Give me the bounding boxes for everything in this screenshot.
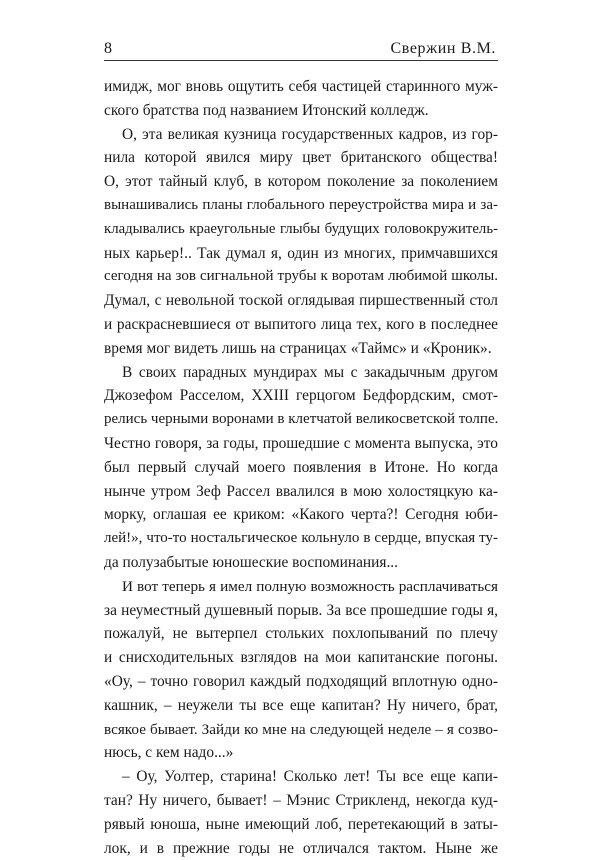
text-line: нила которой явился миру цвет британского общества!	[104, 146, 498, 170]
running-header-author: Свержин В.М.	[390, 40, 496, 58]
text-line: Джозефом Расселом, XXIII герцогом Бедфордским, смот-	[104, 384, 498, 408]
text-line: рявый юноша, ныне имеющий лоб, перетекающий в заты-	[104, 813, 498, 837]
text-line: И вот теперь я имел полную возможность расплачиваться	[104, 575, 498, 599]
text-line: Честно говоря, за годы, прошедшие с момента выпуска, это	[104, 432, 498, 456]
text-line: лей!», что-то ностальгическое кольнуло в сердце, впуская ту-	[104, 527, 498, 551]
body-text	[104, 75, 498, 860]
text-line: всякое бывает. Зайди ко мне на следующей неделе – я созво-	[104, 718, 498, 742]
text-line: вынашивались планы глобального переустройства мира и за-	[104, 194, 498, 218]
text-line: нынче утром Зеф Рассел ввалился в мою холостяцкую ка-	[104, 480, 498, 504]
text-line: и снисходительных взглядов на мои капитанские погоны.	[104, 646, 498, 670]
running-header	[104, 34, 498, 61]
text-line: кашник, – неужели ты все еще капитан? Ну ничего, брат,	[104, 694, 498, 718]
page-number: 8	[104, 40, 112, 58]
text-line: – Оу, Уолтер, старина! Сколько лет! Ты все еще капи-	[104, 765, 498, 789]
text-line: пожалуй, не вытерпел стольких похлопываний по плечу	[104, 622, 498, 646]
text-line: был первый случай моего появления в Итоне. Но когда	[104, 456, 498, 480]
text-line: О, этот тайный клуб, в котором поколение за поколением	[104, 170, 498, 194]
text-line: ных карьер!.. Так думал я, один из многих, примчавшихся	[104, 242, 498, 266]
text-line: тан? Ну ничего, бывает! – Мэнис Стрикленд, некогда куд-	[104, 789, 498, 813]
text-line: О, эта великая кузница государственных кадров, из гор-	[104, 123, 498, 147]
text-line: и раскрасневшиеся от выпитого лица тех, кого в последнее	[104, 313, 498, 337]
text-line: да полузабытые юношеские воспоминания...	[104, 551, 498, 575]
text-line: «Оу, – точно говорил каждый подходящий вплотную одно-	[104, 670, 498, 694]
text-line: за неуместный душевный порыв. За все прошедшие годы я,	[104, 599, 498, 623]
text-line: морку, оглашая ее криком: «Какого черта?! Сегодня юби-	[104, 503, 498, 527]
text-line: релись черными воронами в клетчатой великосветской толпе.	[104, 408, 498, 432]
text-line: В своих парадных мундирах мы с закадычным другом	[104, 361, 498, 385]
text-line: Думал, с невольной тоской оглядывая пиршественный стол	[104, 289, 498, 313]
text-line: кладывались краеугольные глыбы будущих головокружитель-	[104, 218, 498, 242]
text-line: сегодня на зов сигнальной трубы к воротам любимой школы.	[104, 265, 498, 289]
text-line: имидж, мог вновь ощутить себя частицей старинного муж-	[104, 75, 498, 99]
text-line: нюсь, с кем надо...»	[104, 741, 498, 765]
text-line: ского братства под названием Итонский колледж.	[104, 99, 498, 123]
text-line: лок, и в прежние годы не отличался тактом. Ныне же	[104, 837, 498, 860]
text-line: время мог видеть лишь на страницах «Таймс» и «Кроник».	[104, 337, 498, 361]
